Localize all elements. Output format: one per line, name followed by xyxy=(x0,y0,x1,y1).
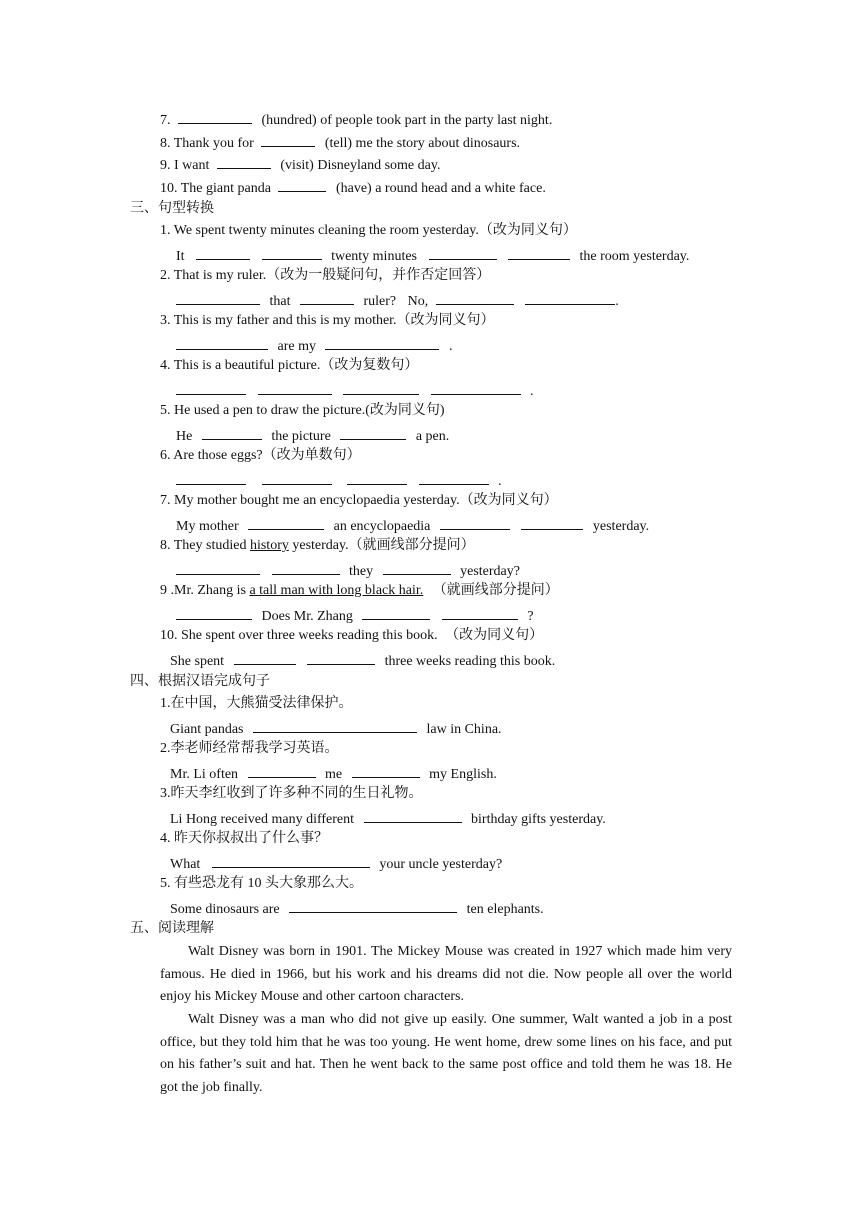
q-text: 1. We spent twenty minutes cleaning the room yesterday. xyxy=(160,223,479,238)
q-text: . xyxy=(498,474,502,489)
p3-q1-answer xyxy=(176,246,689,266)
answer-blank[interactable] xyxy=(325,336,439,350)
answer-blank[interactable] xyxy=(278,178,326,192)
answer-blank[interactable] xyxy=(429,246,497,260)
q-text: an encyclopaedia xyxy=(333,519,431,534)
answer-blank[interactable] xyxy=(343,381,419,395)
p4-q4-cn: 4. 昨天你叔叔出了什么事？ xyxy=(160,831,328,846)
q-text: they xyxy=(349,564,374,579)
q-text: Mr. Li often xyxy=(170,767,239,782)
q-text: 9 .Mr. Zhang is xyxy=(160,583,246,598)
p3-q10-answer xyxy=(170,651,555,671)
answer-blank[interactable] xyxy=(521,516,583,530)
part3-heading: 三、句型转换 xyxy=(130,201,214,216)
answer-blank[interactable] xyxy=(253,719,417,733)
answer-blank[interactable] xyxy=(307,651,375,665)
q-text: me xyxy=(325,767,343,782)
q-text: yesterday? xyxy=(460,564,520,579)
q-text: (tell) me the story about dinosaurs. xyxy=(324,136,521,151)
p4-q2-answer xyxy=(170,764,497,784)
p3-q5 xyxy=(160,402,445,420)
q-note: （就画线部分提问） xyxy=(432,583,559,598)
p3-q4-answer xyxy=(176,381,534,401)
q-text: Some dinosaurs are xyxy=(170,902,280,917)
reading-paragraph-2: Walt Disney was a man who did not give up easily. One summer, Walt wanted a job in a post office, but they told him that he was too young. He went home, drew some lines on his face, and put on his father’s suit and hat. Then he went back to the same post office and told them he was 18. He got the job finally. xyxy=(160,1012,732,1095)
q-text: What xyxy=(170,857,201,872)
p3-q8 xyxy=(160,537,475,555)
q-text: ruler? xyxy=(363,294,397,309)
q-note: （改为复数句） xyxy=(320,358,419,373)
part5-heading: 五、阅读理解 xyxy=(130,921,214,936)
q-text: law in China. xyxy=(426,722,502,737)
answer-blank[interactable] xyxy=(212,854,370,868)
q-text: She spent xyxy=(170,654,225,669)
answer-blank[interactable] xyxy=(419,471,489,485)
answer-blank[interactable] xyxy=(217,155,271,169)
q-text: (hundred) of people took part in the party last night. xyxy=(261,113,553,128)
p2-q9 xyxy=(160,155,440,175)
q-note: （就画线部分提问） xyxy=(348,538,475,553)
answer-blank[interactable] xyxy=(262,246,322,260)
q-text: . xyxy=(530,384,534,399)
p3-q4 xyxy=(160,357,418,375)
answer-blank[interactable] xyxy=(176,561,260,575)
answer-blank[interactable] xyxy=(262,471,332,485)
p3-q7 xyxy=(160,492,558,510)
answer-blank[interactable] xyxy=(176,291,260,305)
q-text: 6. Are those eggs? xyxy=(160,448,263,463)
answer-blank[interactable] xyxy=(436,291,514,305)
p3-q5-answer xyxy=(176,426,449,446)
q-text: 8. Thank you for xyxy=(160,136,254,151)
q-text: Li Hong received many different xyxy=(170,812,355,827)
p3-q2-answer xyxy=(176,291,619,311)
q-text: 8. They studied xyxy=(160,538,247,553)
answer-blank[interactable] xyxy=(176,336,268,350)
p3-q9 xyxy=(160,582,559,600)
part4-heading: 四、根据汉语完成句子 xyxy=(130,674,270,689)
p3-q6-answer xyxy=(176,471,502,491)
underlined-part: a tall man with long black hair. xyxy=(249,583,424,598)
q-text: He xyxy=(176,429,193,444)
answer-blank[interactable] xyxy=(525,291,615,305)
p4-q3-cn: 3.昨天李红收到了许多种不同的生日礼物。 xyxy=(160,786,423,801)
p4-q1-answer xyxy=(170,719,502,739)
p4-q2-cn: 2.李老师经常帮我学习英语。 xyxy=(160,741,339,756)
answer-blank[interactable] xyxy=(440,516,510,530)
q-note: （改为同义句） xyxy=(396,313,495,328)
p3-q6 xyxy=(160,447,361,465)
answer-blank[interactable] xyxy=(352,764,420,778)
q-text: are my xyxy=(277,339,316,354)
answer-blank[interactable] xyxy=(176,471,246,485)
answer-blank[interactable] xyxy=(248,764,316,778)
q-text: 10. The giant panda xyxy=(160,181,271,196)
q-number: 7. xyxy=(160,113,171,128)
reading-paragraph-1: Walt Disney was born in 1901. The Mickey Mouse was created in 1927 which made him very famous. He died in 1966, but his work and his dreams did not die. Now people all over the world enjoy his Mickey Mouse and other cartoon characters. xyxy=(160,944,732,1005)
answer-blank[interactable] xyxy=(362,606,430,620)
underlined-part: history xyxy=(249,538,289,553)
q-text: birthday gifts yesterday. xyxy=(471,812,606,827)
q-text: Giant pandas xyxy=(170,722,244,737)
q-text: a pen. xyxy=(415,429,450,444)
p4-q1-cn: 1.在中国，大熊猫受法律保护。 xyxy=(160,696,353,711)
p4-q5-cn: 5. 有些恐龙有 10 头大象那么大。 xyxy=(160,876,363,891)
q-text: yesterday. xyxy=(292,538,349,553)
p3-q8-answer xyxy=(176,561,520,581)
q-text: twenty minutes xyxy=(331,249,417,264)
answer-blank[interactable] xyxy=(202,426,262,440)
q-text: 3. This is my father and this is my mother. xyxy=(160,313,397,328)
q-text: ? xyxy=(527,609,534,624)
q-text: 4. This is a beautiful picture. xyxy=(160,358,321,373)
answer-blank[interactable] xyxy=(383,561,451,575)
q-text: It xyxy=(176,249,185,264)
q-text: Does Mr. Zhang xyxy=(261,609,353,624)
answer-blank[interactable] xyxy=(258,381,332,395)
p3-q1 xyxy=(160,222,577,240)
q-text: my English. xyxy=(429,767,497,782)
q-text: (have) a round head and a white face. xyxy=(335,181,546,196)
p3-q10 xyxy=(160,627,543,645)
q-text: 9. I want xyxy=(160,158,210,173)
answer-blank[interactable] xyxy=(234,651,296,665)
answer-blank[interactable] xyxy=(248,516,324,530)
answer-blank[interactable] xyxy=(442,606,518,620)
answer-blank[interactable] xyxy=(176,381,246,395)
q-text: 7. My mother bought me an encyclopaedia yesterday. xyxy=(160,493,460,508)
q-text: your uncle yesterday? xyxy=(379,857,503,872)
p3-q3-answer xyxy=(176,336,452,356)
q-text: 2. That is my ruler. xyxy=(160,268,267,283)
q-text: that xyxy=(269,294,291,309)
q-note: （改为同义句） xyxy=(445,628,544,643)
q-note: （改为同义句） xyxy=(459,493,558,508)
answer-blank[interactable] xyxy=(340,426,406,440)
p3-q7-answer xyxy=(176,516,649,536)
answer-blank[interactable] xyxy=(364,809,462,823)
p2-q8 xyxy=(160,133,520,153)
p3-q2 xyxy=(160,267,490,285)
q-text: ten elephants. xyxy=(466,902,544,917)
q-text: 10. She spent over three weeks reading this book. xyxy=(160,628,438,643)
p3-q9-answer xyxy=(176,606,534,626)
q-text: the room yesterday. xyxy=(579,249,690,264)
q-text: (visit) Disneyland some day. xyxy=(280,158,441,173)
q-text: . xyxy=(448,339,453,354)
p4-q4-answer xyxy=(170,854,502,874)
answer-blank[interactable] xyxy=(196,246,250,260)
q-text: . xyxy=(615,294,619,309)
p2-q7 xyxy=(160,110,552,130)
p4-q5-answer xyxy=(170,899,544,919)
answer-blank[interactable] xyxy=(176,606,252,620)
q-note: （改为一般疑问句，并作否定回答） xyxy=(266,268,491,283)
answer-blank[interactable] xyxy=(347,471,407,485)
answer-blank[interactable] xyxy=(272,561,340,575)
q-note: （改为同义句） xyxy=(478,223,577,238)
answer-blank[interactable] xyxy=(178,110,252,124)
p4-q3-answer xyxy=(170,809,606,829)
answer-blank[interactable] xyxy=(289,899,457,913)
q-text: My mother xyxy=(176,519,239,534)
q-note: （改为单数句） xyxy=(262,448,361,463)
q-text: the picture xyxy=(271,429,331,444)
answer-blank[interactable] xyxy=(261,133,315,147)
p2-q10 xyxy=(160,178,546,198)
q-text: three weeks reading this book. xyxy=(384,654,556,669)
answer-blank[interactable] xyxy=(300,291,354,305)
q-note: (改为同义句) xyxy=(365,403,445,418)
q-text: yesterday. xyxy=(592,519,650,534)
answer-blank[interactable] xyxy=(431,381,521,395)
q-text: No, xyxy=(407,294,429,309)
q-text: 5. He used a pen to draw the picture. xyxy=(160,403,366,418)
p3-q3 xyxy=(160,312,495,330)
answer-blank[interactable] xyxy=(508,246,570,260)
